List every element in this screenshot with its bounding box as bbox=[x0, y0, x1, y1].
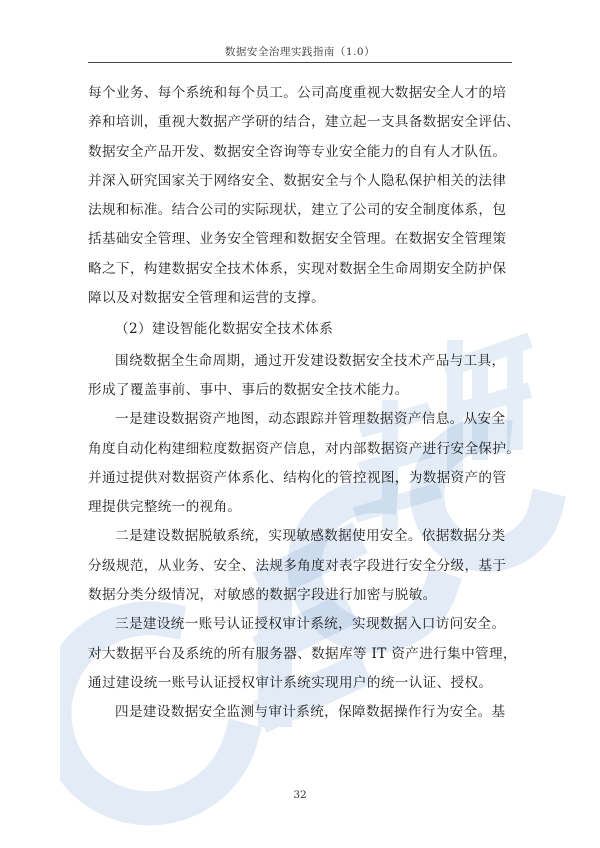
text-line: 角度自动化构建细粒度数据资产信息，对内部数据资产进行安全保护。 bbox=[88, 440, 521, 457]
body-text bbox=[88, 79, 521, 728]
text-line: 养和培训，重视大数据产学研的结合，建立起一支具备数据安全评估、 bbox=[88, 114, 521, 131]
text-line: 围绕数据全生命周期，通过开发建设数据安全技术产品与工具， bbox=[115, 352, 506, 369]
subsection-heading: （2）建设智能化数据安全技术体系 bbox=[115, 321, 334, 338]
text-line: 通过建设统一账号认证授权审计系统实现用户的统一认证、授权。 bbox=[88, 674, 493, 691]
text-line: 并深入研究国家关于网络安全、数据安全与个人隐私保护相关的法律 bbox=[88, 172, 507, 189]
text-line: 一是建设数据资产地图，动态跟踪并管理数据资产信息。从安全 bbox=[115, 411, 506, 428]
text-line: 法规和标准。结合公司的实际现状，建立了公司的安全制度体系，包 bbox=[88, 202, 507, 219]
text-line: 分级规范，从业务、安全、法规多角度对表字段进行安全分级，基于 bbox=[88, 557, 507, 574]
text-line: 略之下，构建数据安全技术体系，实现对数据全生命周期安全防护保 bbox=[88, 260, 507, 277]
text-line: 对大数据平台及系统的所有服务器、数据库等 IT 资产进行集中管理， bbox=[88, 645, 517, 662]
text-line: 理提供完整统一的视角。 bbox=[88, 499, 242, 516]
text-line: 并通过提供对数据资产体系化、结构化的管控视图，为数据资产的管 bbox=[88, 469, 507, 486]
header-rule bbox=[88, 62, 512, 63]
text-line: 数据分类分级情况，对敏感的数据字段进行加密与脱敏。 bbox=[88, 587, 437, 604]
text-line: 障以及对数据安全管理和运营的支撑。 bbox=[88, 290, 326, 307]
text-line: 二是建设数据脱敏系统，实现敏感数据使用安全。依据数据分类 bbox=[115, 528, 506, 545]
text-line: 三是建设统一账号认证授权审计系统，实现数据入口访问安全。 bbox=[115, 616, 506, 633]
text-line: 每个业务、每个系统和每个员工。公司高度重视大数据安全人才的培 bbox=[88, 85, 507, 101]
page-number: 32 bbox=[293, 789, 307, 801]
running-header: 数据安全治理实践指南（1.0） bbox=[224, 46, 376, 58]
text-line: 四是建设数据安全监测与审计系统，保障数据操作行为安全。基 bbox=[115, 704, 506, 721]
text-line: 数据安全产品开发、数据安全咨询等专业安全能力的自有人才队伍。 bbox=[88, 143, 507, 160]
text-line: 括基础安全管理、业务安全管理和数据安全管理。在数据安全管理策 bbox=[88, 231, 507, 248]
text-line: 形成了覆盖事前、事中、事后的数据安全技术能力。 bbox=[88, 381, 409, 398]
